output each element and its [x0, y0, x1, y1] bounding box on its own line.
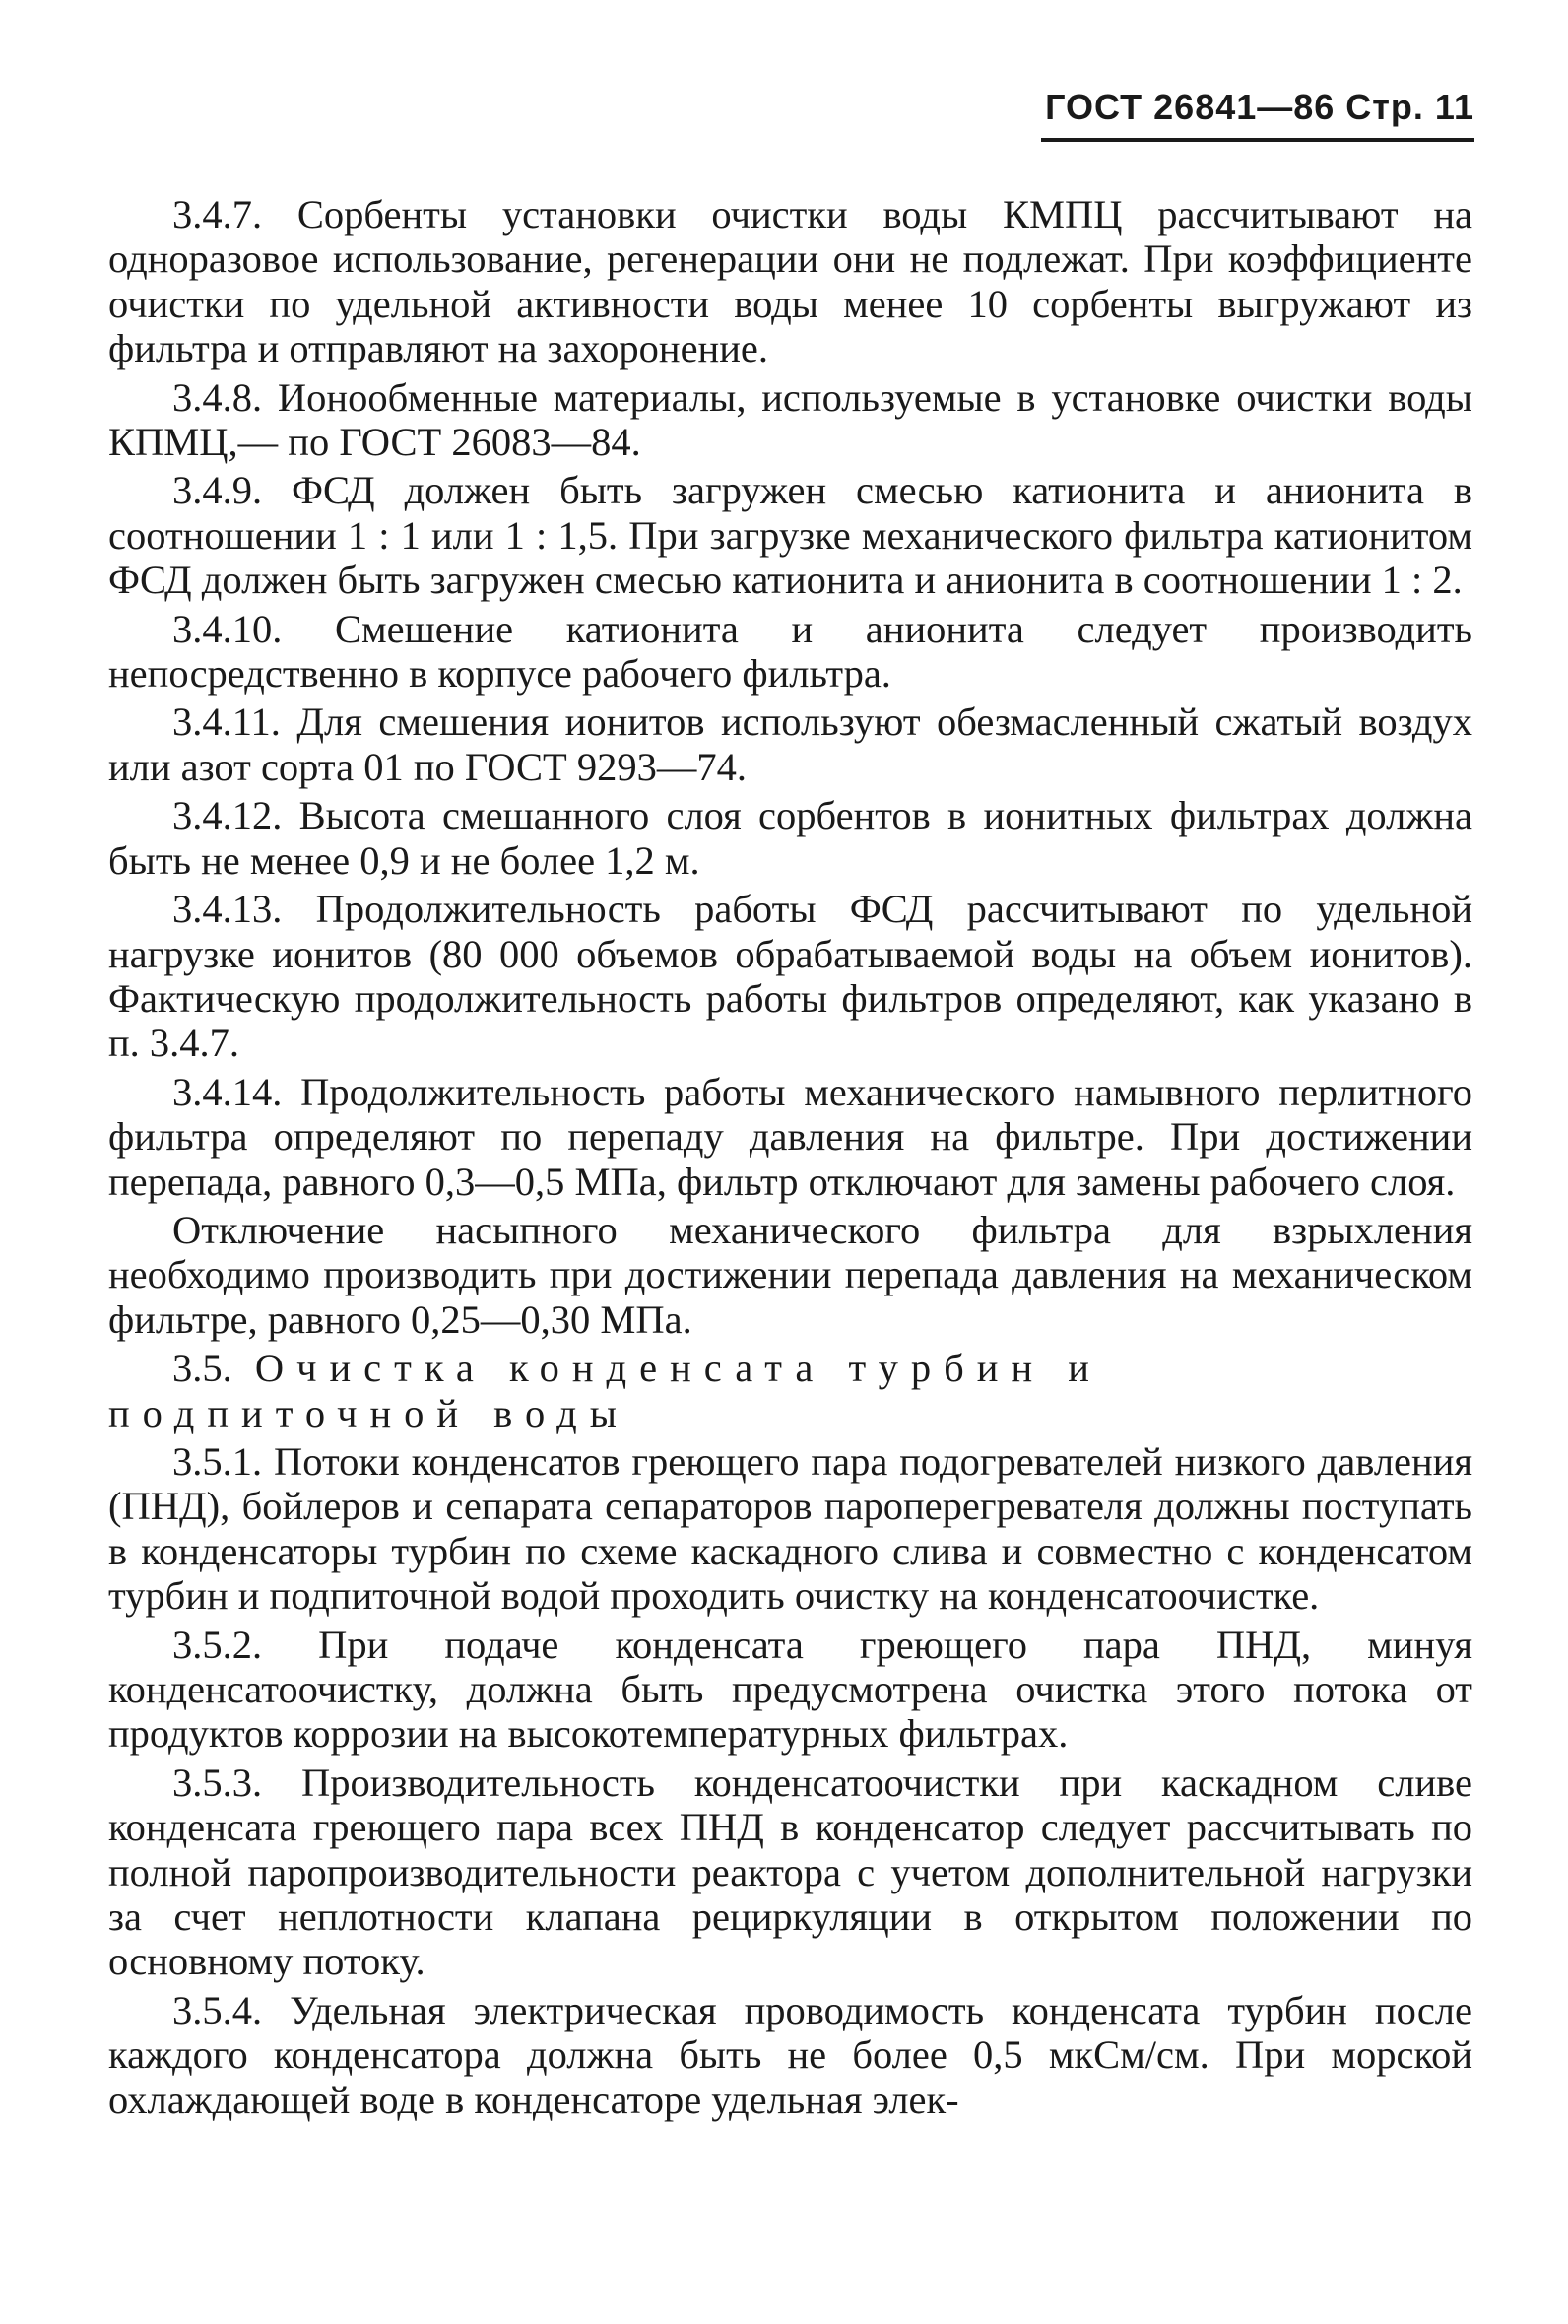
paragraph-filter-shutdown: Отключение насыпного механического фильтра для взрыхления необходимо производить при достижении перепада давления на механическом фильтре, равного 0,25—0,30 МПа. — [108, 1207, 1472, 1342]
paragraph-3-4-10: 3.4.10. Смешение катионита и анионита следует производить непосредственно в корпусе рабочего фильтра. — [108, 606, 1472, 697]
paragraph-3-4-9: 3.4.9. ФСД должен быть загружен смесью катионита и анионита в соотношении 1 : 1 или 1 : 1,5. При загрузке механического фильтра катионитом ФСД должен быть загружен смесью катионита и анионита в соотношении 1 : 2. — [108, 468, 1472, 603]
paragraph-3-4-13: 3.4.13. Продолжительность работы ФСД рассчитывают по удельной нагрузке ионитов (80 000 объемов обрабатываемой воды на объем ионитов). Фактическую продолжительность работы фильтров определяют, как указано в п. 3.4.7. — [108, 887, 1472, 1066]
section-title: Очистка конденсата турбин и подпиточной воды — [108, 1346, 1102, 1435]
paragraph-3-4-7: 3.4.7. Сорбенты установки очистки воды КМПЦ рассчитывают на одноразовое использование, регенерации они не подлежат. При коэффициенте очистки по удельной активности воды менее 10 сорбенты выгружают из фильтра и отправляют на захоронение. — [108, 192, 1472, 371]
paragraph-3-4-11: 3.4.11. Для смешения ионитов используют обезмасленный сжатый воздух или азот сорта 01 по ГОСТ 9293—74. — [108, 699, 1472, 789]
paragraph-3-4-14: 3.4.14. Продолжительность работы механического намывного перлитного фильтра определяют по перепаду давления на фильтре. При достижении перепада, равного 0,3—0,5 МПа, фильтр отключают для замены рабочего слоя. — [108, 1069, 1472, 1204]
section-number: 3.5. — [172, 1346, 232, 1391]
paragraph-3-5-4: 3.5.4. Удельная электрическая проводимость конденсата турбин после каждого конденсатора должна быть не более 0,5 мкСм/см. При морской охлаждающей воде в конденсаторе удельная элек- — [108, 1987, 1472, 2122]
paragraph-3-5-3: 3.5.3. Производительность конденсатоочистки при каскадном сливе конденсата греющего пара всех ПНД в конденсатор следует рассчитывать по полной паропроизводительности реактора с учетом дополнительной нагрузки за счет неплотности клапана рециркуляции в открытом положении по основному потоку. — [108, 1760, 1472, 1984]
paragraph-3-5-1: 3.5.1. Потоки конденсатов греющего пара подогревателей низкого давления (ПНД), бойлеров и сепарата сепараторов пароперегревателя должны поступать в конденсаторы турбин по схеме каскадного слива и совместно с конденсатом турбин и подпиточной водой проходить очистку на конденсатоочистке. — [108, 1438, 1472, 1619]
body-text — [108, 192, 1472, 2126]
paragraph-3-4-8: 3.4.8. Ионообменные материалы, используемые в установке очистки воды КПМЦ,— по ГОСТ 26083—84. — [108, 374, 1472, 465]
section-heading-3-5 — [108, 1346, 1472, 1435]
paragraph-3-4-12: 3.4.12. Высота смешанного слоя сорбентов в ионитных фильтрах должна быть не менее 0,9 и не более 1,2 м. — [108, 793, 1472, 883]
page-header: ГОСТ 26841—86 Стр. 11 — [1041, 87, 1474, 142]
paragraph-3-5-2: 3.5.2. При подаче конденсата греющего пара ПНД, минуя конденсатоочистку, должна быть предусмотрена очистка этого потока от продуктов коррозии на высокотемпературных фильтрах. — [108, 1622, 1472, 1757]
